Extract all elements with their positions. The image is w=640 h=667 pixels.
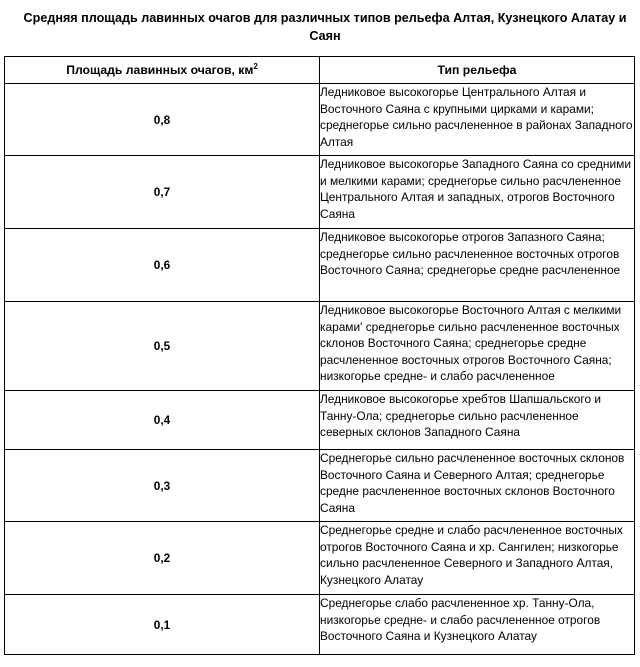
relief-cell: Среднегорье сильно расчлененное восточных склонов Восточного Саяна и Северного Алтая; среднегорье средне расчлененное восточных склонов Восточного Саяна: [320, 450, 635, 522]
area-cell: 0,1: [5, 595, 320, 655]
table-row: [5, 391, 635, 450]
header-area-superscript: 2: [253, 62, 258, 72]
relief-cell: Ледниковое высокогорье Западного Саяна со средними и мелкими карами; среднегорье сильно расчлененное Центрального Алтая и западных, отрогов Восточного Саяна: [320, 156, 635, 229]
area-cell: 0,2: [5, 522, 320, 595]
document-title: Средняя площадь лавинных очагов для различных типов рельефа Алтая, Кузнецкого Алатау и Саян: [23, 11, 627, 43]
relief-cell: Ледниковое высокогорье Восточного Алтая с мелкими карами' среднегорье сильно расчлененное восточных склонов Восточного Саяна; среднегорье средне расчлененное восточных отрогов Восточного Саяна; низкогорье средне- и слабо расчлененное: [320, 302, 635, 391]
relief-cell: Среднегорье слабо расчлененное хр. Танну-Ола, низкогорье средне- и слабо расчлененное отрогов Восточного Саяна и Кузнецкого Алатау: [320, 595, 635, 655]
area-cell: 0,8: [5, 84, 320, 156]
area-cell: 0,3: [5, 450, 320, 522]
avalanche-area-table: [4, 56, 635, 655]
area-cell: 0,5: [5, 302, 320, 391]
table-header-row: [5, 57, 635, 84]
table-row: [5, 84, 635, 156]
area-cell: 0,6: [5, 229, 320, 302]
table-row: [5, 522, 635, 595]
table-row: [5, 156, 635, 229]
relief-cell: Ледниковое высокогорье хребтов Шапшальского и Танну-Ола; среднегорье сильно расчлененное северных склонов Западного Саяна: [320, 391, 635, 450]
header-area-label: Площадь лавинных очагов, км: [66, 63, 254, 78]
table-row: [5, 229, 635, 302]
area-cell: 0,4: [5, 391, 320, 450]
header-relief: Тип рельефа: [320, 57, 635, 84]
area-cell: 0,7: [5, 156, 320, 229]
header-area: [5, 57, 320, 84]
table-row: [5, 302, 635, 391]
relief-cell: Среднегорье средне и слабо расчлененное восточных отрогов Восточного Саяна и хр. Сангилен; низкогорье сильно расчлененное Северного и Западного Алтая, Кузнецкого Алатау: [320, 522, 635, 595]
relief-cell: Ледниковое высокогорье отрогов Запазного Саяна; среднегорье сильно расчлененное восточных отрогов Восточного Саяна; среднегорье средне расчлененное: [320, 229, 635, 302]
table-row: [5, 450, 635, 522]
table-row: [5, 595, 635, 655]
relief-cell: Ледниковое высокогорье Центрального Алтая и Восточного Саяна с крупными цирками и карами; среднегорье сильно расчлененное в районах Западного Алтая: [320, 84, 635, 156]
